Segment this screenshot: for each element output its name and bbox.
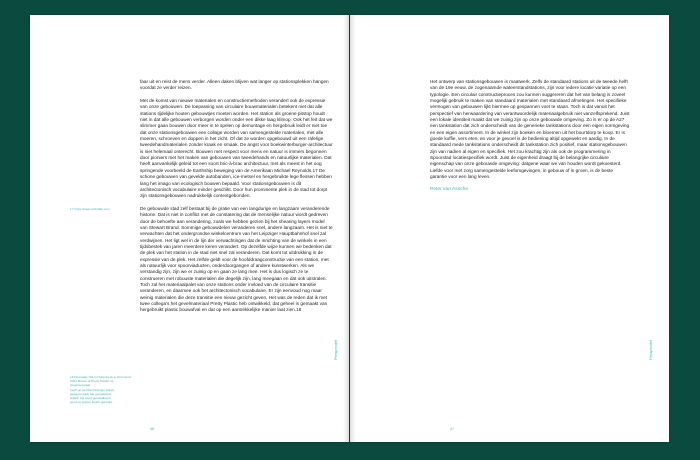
margin-note-top: 17 https://www.archdaily.com [70,207,110,211]
right-body-text [430,79,630,193]
author-signature: Peter van Assche [430,186,469,192]
right-page [350,15,669,442]
right-page-number: 47 [450,427,454,431]
left-page-number: 46 [150,427,154,431]
left-body-text [140,79,333,314]
right-running-head: Perspectief [648,339,653,360]
left-paragraph-3: De gebouwde stad zelf bestaat bij de gratie van een langdurige en langzaam veranderende historie. Dat is niet in conflict met de constatering dat de menselijke natuur wordt gedreven door de behoefte aan verandering, zoals we hebben gezien bij het shearing layers model van Stewart Brand. Sommige gebouwdelen veranderen snel, andere langzaam. Het is niet te verwachten dat het ondergrondse winkelcentrum van het Leipziger Hauptbahnhof snel zal verdwijnen. Het ligt wel in de lijn der verwachtingen dat de inrichting van de winkels in een tijdsbestek van jaren meerdere keren verandert. Op dezelfde wijze kunnen we bedenken dat de plek van het station in de stad niet snel zal veranderen. Dat komt tot uitdrukking in de expressie van de plek. Het zelfde geldt voor de hoofddraagconstructie van een station, met als natuurlijk voor spoorviaducten, onderdoorgangen of andere kunstwerken. Als we verstandig zijn, zijn we er zuinig op en gaan ze lang mee. Het is dus logisch ze te construeren met robuuste materialen die degelijk zijn, lang meegaan en dat ook uitstralen. Toch zal het materiaalpalet van onze stations onder invloed van de circulaire transitie veranderen, en daarmee ook het architectonisch vocabulaire. Er zijn eenvoud nog maar weinig materialen die deze transitie een nieuw gezicht geven. Het was de reden dat ik met twee collega's het gevelmateriaal Pretty Plastic heb ontwikkeld, dat geheel is gemaakt van hergebruikt plastic bouwafval en dat op een aantrekkelijke manier laat zien.18 [140,205,333,313]
left-paragraph-2: Met de komst van nieuwe materialen en constructiemethoden veranderl ook de expressie van onze gebouwen. De toepassing van circulaire bouwmaterialen betekent niet dat alle stations tijdelijke houten gebouwtjes moeten worden. Het station als groene pitstop houdt niet in dat alle gebouwen verborgen worden onder een dikke laag klimop. Ook het feit dat we slimmer gaan bouwen door meer in te spelen op demontage en hergebruik leidt er niet toe dat onze stationsgebouwen een collage worden van samengestelde materialen, met alle moeren, schroeven en doppen in het zicht. Of dat ze worden opgebouwd uit een rafelige tweedehandmaterialen zonder kraak en smaak. De angst voor boekwinterburger-architectuur is niet helemaal onterecht. Bouwen met respect voor mens en natuur is immers begonnen door pioniers met het maken van gebouwen van tweedehands en natuurlijke materialen. Dat heeft aanvankelijk geleid tot een soort bric-à-brac architectuur, met als meest in het oog springende voorbeeld de Earthship beweging van de Amerikaan Michael Reynolds.17 De schone gebouwen van gevelde autobanden, ice-metsel en hergebruikte lege flessen hebben lang het imago van ecologisch bouwen bepaald. Voor stationsgebouwen is dit architectonisch vocabulaire minder geschikt. Door hun prominente plek in de stad tot dorpt zijn stationsgebouwen nadrukkelijk contextgebonden. [140,98,333,199]
gutter-shadow [343,15,349,442]
gutter-shadow [350,15,356,442]
left-paragraph-1: faar uit en reist de mens verder. Alleen daken blijven wat langer op stationsplekken hangen voordat ze verder reizen. [140,79,329,91]
right-paragraph-1: Het ontwerp van stationsgebouwen is maatwerk. Zelfs de standaard stations uit de tweede helft van de 19e eeuw, de zogenaamde wateerstandstations, zijn voor iedere locatie variatie op een typologie. Een circulair constructieproces zou kunnen suggereren dat het van belang is zoveel mogelijk gebruik te maken van standaard materialen met standaard afmetingen. Het specifieke vermogen van gebouwen lijkt hiermee op gespannen voet te staan. Toch is dat vanuit het perspectief van herwaardering van verantwoordelijk materiaalgebruik niet vanzelfsprekend. Juist een lokale identiteit maakt dat we zuinig zijn op onze gebouwde omgeving. Zo is er op de A27 een tankstation dat zich onderscheidt van de generieke tankstations door een eigen vormgeving en een eigen assortiment. In de winkel zijn boeken en bloemen uit het bourtdorp te koop. Er is goede koffie, vers eten, en voor je gevoel is de bediening altijd opgewekt en aardig. In de standaard mede tankstations onderscheidt dit tankstation zich positief, maar stationsgebouwen zijn van nadien al eigen en specifiek. Het zou krachtig zijn als ook de programmering in Spoorstad locatiespecifiek wordt. Juist de eigenheid draagt bij de belangrijke circulaire eigenschap van onze gebouwde omgeving: datgene waar we van houden wordt gekoesterd. Liefde voor met zorg samengestelde leefomgevingen, in gebouw of in groen, is de beste garantie voor een lang leven. [430,79,630,180]
left-running-head: Perspectief [333,339,338,360]
left-page [30,15,349,442]
margin-note-bottom: 18 Hornaday Hof in Hollenbeck te Dortmund, 2021 Museo di Pretty Plastic op Quazzenstraat heeft op de Dutch Design Week geweest waar het gevelstelsel waarin het werd geïnstalleerd werd en prijzen Dutch gebruikt. [70,375,132,405]
